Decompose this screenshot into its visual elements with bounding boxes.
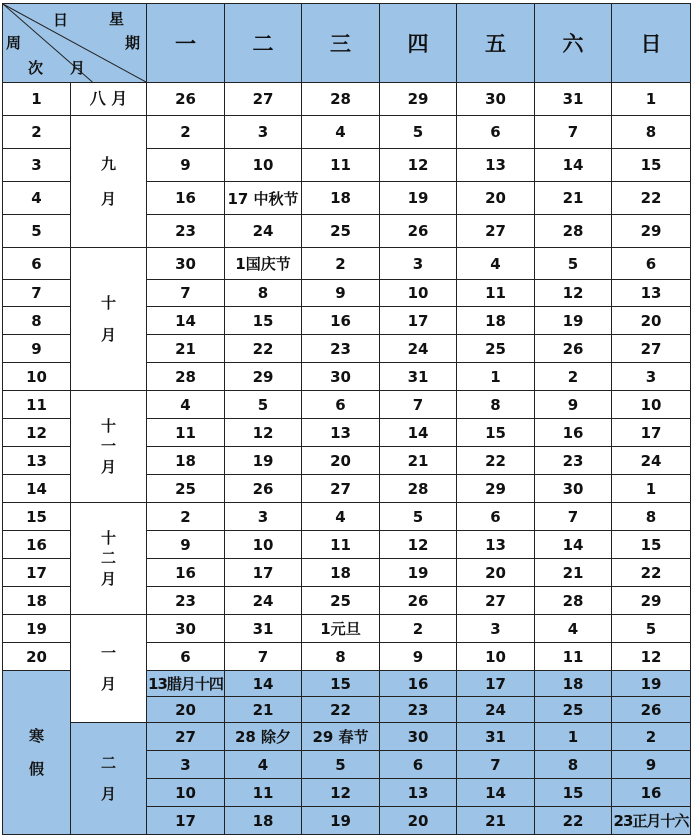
day-cell: 20 bbox=[380, 807, 457, 835]
day-number: 1 bbox=[320, 620, 331, 638]
day-number: 29 bbox=[312, 728, 334, 746]
day-cell: 27 bbox=[612, 335, 691, 363]
week-number: 6 bbox=[3, 248, 71, 280]
day-cell: 15 bbox=[612, 149, 691, 182]
month-char: 一 bbox=[100, 437, 116, 456]
day-number: 17 bbox=[227, 189, 249, 208]
day-cell: 16 bbox=[147, 559, 225, 587]
day-cell: 10 bbox=[225, 531, 302, 559]
day-cell: 22 bbox=[225, 335, 302, 363]
day-cell: 1 bbox=[612, 475, 691, 503]
corner-header bbox=[3, 4, 147, 83]
day-cell: 29 bbox=[380, 83, 457, 116]
day-cell: 26 bbox=[535, 335, 612, 363]
day-cell: 18 bbox=[302, 559, 380, 587]
day-cell: 13 bbox=[457, 531, 535, 559]
month-char: 二 bbox=[100, 754, 116, 773]
day-cell: 15 bbox=[225, 307, 302, 335]
day-cell: 31 bbox=[457, 723, 535, 751]
day-cell: 25 bbox=[302, 215, 380, 248]
day-cell: 10 bbox=[612, 391, 691, 419]
month-char: 月 bbox=[100, 189, 116, 208]
week-number: 7 bbox=[3, 280, 71, 307]
day-cell: 23 bbox=[380, 697, 457, 723]
day-cell: 24 bbox=[225, 587, 302, 615]
day-cell: 27 bbox=[457, 215, 535, 248]
day-sun: 日 bbox=[612, 4, 691, 83]
lunar-label: 腊月十四 bbox=[166, 675, 223, 693]
day-cell: 21 bbox=[380, 447, 457, 475]
day-cell: 1 bbox=[535, 723, 612, 751]
month-label-december bbox=[71, 503, 147, 615]
week-number: 1 bbox=[3, 83, 71, 116]
day-cell: 14 bbox=[380, 419, 457, 447]
holiday-cell-national-day bbox=[225, 248, 302, 280]
day-cell: 21 bbox=[535, 182, 612, 215]
day-cell: 5 bbox=[225, 391, 302, 419]
lunar-cell-zheng-yue bbox=[612, 807, 691, 835]
week-number: 4 bbox=[3, 182, 71, 215]
day-cell: 17 bbox=[225, 559, 302, 587]
day-cell: 30 bbox=[147, 248, 225, 280]
day-cell: 7 bbox=[380, 391, 457, 419]
day-cell: 11 bbox=[535, 643, 612, 671]
day-cell: 2 bbox=[380, 615, 457, 643]
day-cell: 29 bbox=[612, 215, 691, 248]
day-cell: 2 bbox=[302, 248, 380, 280]
day-cell: 7 bbox=[147, 280, 225, 307]
corner-zhou: 周 bbox=[6, 34, 22, 52]
day-cell: 25 bbox=[302, 587, 380, 615]
day-tue: 二 bbox=[225, 4, 302, 83]
holiday-label: 除夕 bbox=[261, 728, 292, 746]
week-number: 5 bbox=[3, 215, 71, 248]
day-cell: 10 bbox=[225, 149, 302, 182]
day-cell: 4 bbox=[225, 751, 302, 779]
day-cell: 18 bbox=[225, 807, 302, 835]
day-cell: 12 bbox=[535, 280, 612, 307]
day-cell: 26 bbox=[380, 215, 457, 248]
day-cell: 30 bbox=[535, 475, 612, 503]
day-mon: 一 bbox=[147, 4, 225, 83]
day-cell: 11 bbox=[225, 779, 302, 807]
week-row bbox=[3, 391, 691, 419]
week-number: 13 bbox=[3, 447, 71, 475]
day-cell: 18 bbox=[147, 447, 225, 475]
day-cell: 24 bbox=[612, 447, 691, 475]
day-cell: 26 bbox=[612, 697, 691, 723]
day-cell: 28 bbox=[535, 215, 612, 248]
week-number: 8 bbox=[3, 307, 71, 335]
week-number: 18 bbox=[3, 587, 71, 615]
week-row bbox=[3, 248, 691, 280]
holiday-label: 国庆节 bbox=[245, 255, 291, 273]
day-number: 1 bbox=[235, 255, 246, 273]
day-cell: 24 bbox=[225, 215, 302, 248]
day-cell: 20 bbox=[457, 559, 535, 587]
day-cell: 19 bbox=[225, 447, 302, 475]
week-number: 19 bbox=[3, 615, 71, 643]
month-char: 九 bbox=[100, 155, 116, 174]
day-cell: 9 bbox=[380, 643, 457, 671]
day-cell: 16 bbox=[302, 307, 380, 335]
day-cell: 5 bbox=[612, 615, 691, 643]
day-cell: 3 bbox=[457, 615, 535, 643]
week-number: 3 bbox=[3, 149, 71, 182]
day-fri: 五 bbox=[457, 4, 535, 83]
month-char: 月 bbox=[111, 89, 128, 109]
day-cell: 26 bbox=[225, 475, 302, 503]
day-cell: 24 bbox=[380, 335, 457, 363]
month-char: 月 bbox=[100, 326, 116, 344]
day-cell: 7 bbox=[535, 503, 612, 531]
day-cell: 5 bbox=[535, 248, 612, 280]
month-char: 十 bbox=[100, 417, 116, 436]
day-cell: 22 bbox=[535, 807, 612, 835]
day-cell: 9 bbox=[612, 751, 691, 779]
day-cell: 29 bbox=[457, 475, 535, 503]
day-cell: 9 bbox=[535, 391, 612, 419]
day-cell: 3 bbox=[612, 363, 691, 391]
day-cell: 14 bbox=[147, 307, 225, 335]
day-cell: 6 bbox=[457, 503, 535, 531]
day-cell: 12 bbox=[225, 419, 302, 447]
day-cell: 30 bbox=[457, 83, 535, 116]
day-cell: 7 bbox=[225, 643, 302, 671]
day-cell: 25 bbox=[457, 335, 535, 363]
day-wed: 三 bbox=[302, 4, 380, 83]
week-number: 16 bbox=[3, 531, 71, 559]
day-cell: 18 bbox=[302, 182, 380, 215]
month-label-september bbox=[71, 116, 147, 248]
day-cell: 17 bbox=[612, 419, 691, 447]
day-cell: 2 bbox=[147, 503, 225, 531]
week-number: 14 bbox=[3, 475, 71, 503]
day-cell: 6 bbox=[302, 391, 380, 419]
week-number: 10 bbox=[3, 363, 71, 391]
day-cell: 18 bbox=[457, 307, 535, 335]
day-cell: 19 bbox=[380, 182, 457, 215]
day-cell: 22 bbox=[457, 447, 535, 475]
day-cell: 3 bbox=[147, 751, 225, 779]
week-row bbox=[3, 116, 691, 149]
day-cell: 5 bbox=[380, 116, 457, 149]
day-cell: 6 bbox=[147, 643, 225, 671]
holiday-label: 中秋节 bbox=[253, 189, 299, 208]
month-label-january bbox=[71, 615, 147, 723]
day-cell: 23 bbox=[147, 215, 225, 248]
day-cell: 4 bbox=[535, 615, 612, 643]
week-number: 15 bbox=[3, 503, 71, 531]
day-cell: 20 bbox=[457, 182, 535, 215]
corner-xing: 星 bbox=[109, 10, 125, 28]
day-cell: 13 bbox=[612, 280, 691, 307]
day-cell: 21 bbox=[535, 559, 612, 587]
day-cell: 21 bbox=[225, 697, 302, 723]
day-cell: 11 bbox=[147, 419, 225, 447]
day-cell: 1 bbox=[612, 83, 691, 116]
day-cell: 20 bbox=[147, 697, 225, 723]
day-cell: 6 bbox=[457, 116, 535, 149]
day-cell: 2 bbox=[147, 116, 225, 149]
day-cell: 26 bbox=[380, 587, 457, 615]
day-cell: 8 bbox=[612, 116, 691, 149]
day-cell: 10 bbox=[147, 779, 225, 807]
winter-break-label bbox=[3, 671, 71, 835]
day-cell: 4 bbox=[457, 248, 535, 280]
day-cell: 15 bbox=[457, 419, 535, 447]
week-row bbox=[3, 503, 691, 531]
holiday-cell-new-year bbox=[302, 615, 380, 643]
day-cell: 8 bbox=[612, 503, 691, 531]
day-number: 13 bbox=[148, 675, 167, 693]
day-cell: 11 bbox=[302, 149, 380, 182]
day-sat: 六 bbox=[535, 4, 612, 83]
day-cell: 23 bbox=[147, 587, 225, 615]
month-label-february bbox=[71, 723, 147, 835]
day-cell: 5 bbox=[380, 503, 457, 531]
day-cell: 20 bbox=[612, 307, 691, 335]
holiday-cell-mid-autumn bbox=[225, 182, 302, 215]
day-cell: 14 bbox=[535, 531, 612, 559]
corner-yue: 月 bbox=[70, 59, 86, 77]
day-cell: 13 bbox=[302, 419, 380, 447]
day-cell: 3 bbox=[225, 116, 302, 149]
day-cell: 6 bbox=[380, 751, 457, 779]
winter-break-row bbox=[3, 723, 691, 751]
holiday-label: 元旦 bbox=[330, 620, 361, 638]
header-row bbox=[3, 4, 691, 83]
month-char: 十 bbox=[100, 529, 116, 548]
day-cell: 15 bbox=[612, 531, 691, 559]
day-cell: 9 bbox=[302, 280, 380, 307]
day-cell: 10 bbox=[457, 643, 535, 671]
day-cell: 28 bbox=[147, 363, 225, 391]
week-number: 11 bbox=[3, 391, 71, 419]
semester-calendar bbox=[2, 3, 691, 835]
week-row bbox=[3, 83, 691, 116]
month-char: 八 bbox=[89, 89, 106, 109]
month-char: 二 bbox=[100, 549, 116, 568]
corner-ri: 日 bbox=[53, 11, 69, 29]
day-cell: 14 bbox=[535, 149, 612, 182]
day-cell: 22 bbox=[612, 559, 691, 587]
day-thu: 四 bbox=[380, 4, 457, 83]
month-label-november bbox=[71, 391, 147, 503]
day-cell: 25 bbox=[147, 475, 225, 503]
day-cell: 29 bbox=[612, 587, 691, 615]
holiday-cell-spring-festival bbox=[302, 723, 380, 751]
day-cell: 17 bbox=[380, 307, 457, 335]
day-number: 28 bbox=[234, 728, 256, 746]
day-cell: 8 bbox=[457, 391, 535, 419]
day-cell: 4 bbox=[302, 503, 380, 531]
holiday-cell-new-year-eve bbox=[225, 723, 302, 751]
month-char: 十 bbox=[100, 293, 116, 312]
day-cell: 30 bbox=[380, 723, 457, 751]
month-label-october bbox=[71, 248, 147, 391]
day-cell: 12 bbox=[380, 531, 457, 559]
day-cell: 7 bbox=[535, 116, 612, 149]
day-cell: 9 bbox=[147, 531, 225, 559]
day-cell: 4 bbox=[147, 391, 225, 419]
week-number: 9 bbox=[3, 335, 71, 363]
day-cell: 21 bbox=[147, 335, 225, 363]
day-cell: 28 bbox=[302, 83, 380, 116]
day-cell: 30 bbox=[302, 363, 380, 391]
day-cell: 25 bbox=[535, 697, 612, 723]
day-cell: 12 bbox=[380, 149, 457, 182]
winter-break-char: 寒 bbox=[28, 726, 44, 745]
day-cell: 27 bbox=[225, 83, 302, 116]
day-cell: 20 bbox=[302, 447, 380, 475]
day-cell: 24 bbox=[457, 697, 535, 723]
day-cell: 21 bbox=[457, 807, 535, 835]
day-cell: 16 bbox=[380, 671, 457, 697]
day-cell: 8 bbox=[302, 643, 380, 671]
day-cell: 27 bbox=[147, 723, 225, 751]
month-char: 一 bbox=[100, 644, 116, 663]
day-cell: 4 bbox=[302, 116, 380, 149]
day-cell: 2 bbox=[612, 723, 691, 751]
month-char: 月 bbox=[100, 569, 116, 588]
day-cell: 16 bbox=[147, 182, 225, 215]
day-cell: 26 bbox=[147, 83, 225, 116]
day-cell: 3 bbox=[380, 248, 457, 280]
winter-break-char: 假 bbox=[28, 759, 44, 778]
day-cell: 16 bbox=[612, 779, 691, 807]
day-cell: 5 bbox=[302, 751, 380, 779]
day-cell: 6 bbox=[612, 248, 691, 280]
day-cell: 23 bbox=[302, 335, 380, 363]
day-cell: 14 bbox=[225, 671, 302, 697]
day-cell: 2 bbox=[535, 363, 612, 391]
day-cell: 10 bbox=[380, 280, 457, 307]
day-cell: 11 bbox=[302, 531, 380, 559]
corner-ci: 次 bbox=[28, 59, 44, 77]
lunar-label: 正月十六 bbox=[632, 812, 689, 830]
day-cell: 27 bbox=[302, 475, 380, 503]
week-number: 2 bbox=[3, 116, 71, 149]
day-cell: 17 bbox=[457, 671, 535, 697]
day-cell: 12 bbox=[612, 643, 691, 671]
day-cell: 28 bbox=[535, 587, 612, 615]
day-cell: 29 bbox=[225, 363, 302, 391]
day-cell: 19 bbox=[380, 559, 457, 587]
day-cell: 31 bbox=[225, 615, 302, 643]
day-cell: 22 bbox=[302, 697, 380, 723]
day-cell: 18 bbox=[535, 671, 612, 697]
day-cell: 22 bbox=[612, 182, 691, 215]
day-cell: 3 bbox=[225, 503, 302, 531]
day-cell: 28 bbox=[380, 475, 457, 503]
day-number: 23 bbox=[613, 812, 633, 830]
day-cell: 8 bbox=[225, 280, 302, 307]
day-cell: 13 bbox=[457, 149, 535, 182]
month-char: 月 bbox=[100, 457, 116, 476]
day-cell: 11 bbox=[457, 280, 535, 307]
day-cell: 12 bbox=[302, 779, 380, 807]
lunar-cell-la-yue bbox=[147, 671, 225, 697]
day-cell: 14 bbox=[457, 779, 535, 807]
day-cell: 19 bbox=[535, 307, 612, 335]
week-number: 20 bbox=[3, 643, 71, 671]
day-cell: 16 bbox=[535, 419, 612, 447]
day-cell: 7 bbox=[457, 751, 535, 779]
holiday-label: 春节 bbox=[338, 728, 369, 746]
day-cell: 1 bbox=[457, 363, 535, 391]
day-cell: 19 bbox=[612, 671, 691, 697]
day-cell: 13 bbox=[380, 779, 457, 807]
week-row bbox=[3, 615, 691, 643]
day-cell: 19 bbox=[302, 807, 380, 835]
day-cell: 23 bbox=[535, 447, 612, 475]
week-number: 12 bbox=[3, 419, 71, 447]
day-cell: 8 bbox=[535, 751, 612, 779]
day-cell: 15 bbox=[302, 671, 380, 697]
month-label-august bbox=[71, 83, 147, 116]
month-char: 月 bbox=[100, 784, 116, 803]
day-cell: 17 bbox=[147, 807, 225, 835]
day-cell: 30 bbox=[147, 615, 225, 643]
day-cell: 31 bbox=[380, 363, 457, 391]
day-cell: 31 bbox=[535, 83, 612, 116]
day-cell: 15 bbox=[535, 779, 612, 807]
week-number: 17 bbox=[3, 559, 71, 587]
corner-qi: 期 bbox=[125, 34, 141, 52]
day-cell: 27 bbox=[457, 587, 535, 615]
month-char: 月 bbox=[100, 674, 116, 693]
day-cell: 9 bbox=[147, 149, 225, 182]
